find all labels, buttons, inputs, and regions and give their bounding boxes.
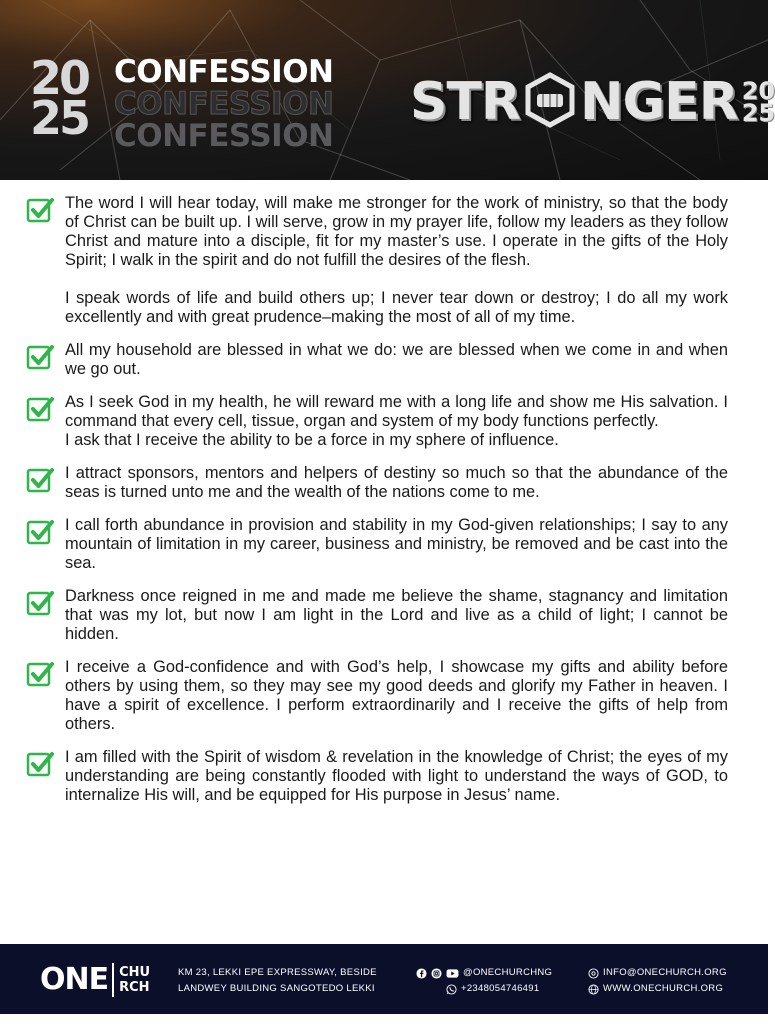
globe-icon [588,984,599,995]
confession-text: I receive a God-confidence and with God’s help, I showcase my gifts and ability before others by using them, so they may see my good deeds and glorify my Father in heaven. I have a spirit of excellence. I perform extraordinarily and I receive the gifts of help from others. [65,658,728,733]
logo-divider [112,963,114,997]
confession-item [0,587,768,644]
theme-word-right: NGER [579,72,738,132]
confession-text: I speak words of life and build others up; I never tear down or destroy; I do all my work excellently and with great prudence–making the most of all of my time. [65,289,728,326]
theme-year-top: 20 [741,77,775,105]
onechurch-logo [40,962,150,997]
confession-text: I attract sponsors, mentors and helpers of destiny so much so that the abundance of the seas is turned unto me and the wealth of the nations come to me. [65,464,728,501]
youtube-icon [446,968,459,979]
check-icon [26,466,54,494]
social-handle[interactable]: @ONECHURCHNG [463,967,553,978]
address-line: KM 23, LEKKI EPE EXPRESSWAY, BESIDE [178,967,377,978]
check-icon [26,196,54,224]
logo-one: ONE [40,962,109,997]
confession-text: Darkness once reigned in me and made me believe the shame, stagnancy and limitation that was my lot, but now I am light in the Lord and live as a child of light; I cannot be hidden. [65,587,728,643]
confession-item [0,341,768,379]
theme-year-bottom: 25 [741,99,775,127]
web-contacts [588,965,727,997]
confession-item [0,464,768,502]
header-banner [0,0,775,180]
address-line: LANDWEY BUILDING SANGOTEDO LEKKI [178,983,375,994]
confession-text: The word I will hear today, will make me stronger for the work of ministry, so that the body of Christ can be built up. I will serve, grow in my prayer life, follow my leaders as they follow Christ and mature into a disciple, fit for my master’s use. I operate in the gifts of the Holy Spirit; I walk in the spirit and do not fulfill the desires of the flesh. [65,194,728,269]
address [178,965,377,997]
confession-list [0,194,768,819]
confession-text: I am filled with the Spirit of wisdom & revelation in the knowledge of Christ; the eyes of my understanding are being constantly flooded with light to understand the ways of GOD, to internalize His will, and be equipped for His purpose in Jesus’ name. [65,748,728,804]
stronger-2025-logo [410,70,775,134]
confession-text: All my household are blessed in what we do: we are blessed when we come in and when we go out. [65,341,728,378]
check-icon [26,343,54,371]
theme-word-left: STR [410,72,520,132]
social-contacts [416,965,552,997]
confession-title [114,56,334,152]
social-row [416,965,552,981]
confession-title-echo: CONFESSION [114,118,334,154]
theme-year [741,77,775,127]
check-icon [26,395,54,423]
year-2025-block [30,51,114,145]
footer [0,944,768,1014]
phone-row [416,981,552,997]
confession-item [0,748,768,805]
email-address[interactable]: INFO@ONECHURCH.ORG [603,967,727,978]
hexagon-fist-icon [522,72,578,133]
phone-number[interactable]: +2348054746491 [461,983,540,994]
check-icon [26,750,54,778]
confession-item [0,393,768,450]
confession-item [0,658,768,734]
email-row [588,965,727,981]
year-bottom: 25 [30,91,89,145]
whatsapp-icon [446,984,457,995]
website-row [588,981,727,997]
check-icon [26,660,54,688]
instagram-icon [431,968,442,979]
logo-church-top: CHU [119,964,151,980]
facebook-icon [416,968,427,979]
confession-title-echo: CONFESSION [114,86,334,122]
confession-title-line: CONFESSION [114,54,334,90]
confession-item [0,516,768,573]
website-link[interactable]: WWW.ONECHURCH.ORG [603,983,724,994]
check-icon [26,518,54,546]
logo-church [119,965,150,995]
confession-item [0,194,768,327]
logo-church-bottom: RCH [119,979,150,995]
email-icon [588,968,599,979]
year-top: 20 [30,51,89,105]
confession-text: I call forth abundance in provision and stability in my God-given relationships; I say to any mountain of limitation in my career, business and ministry, be removed and be cast into the sea. [65,516,728,572]
confession-text: I ask that I receive the ability to be a force in my sphere of influence. [65,431,559,449]
confession-text: As I seek God in my health, he will reward me with a long life and show me His salvation. I command that every cell, tissue, organ and system of my body functions perfectly. [65,393,728,430]
check-icon [26,589,54,617]
